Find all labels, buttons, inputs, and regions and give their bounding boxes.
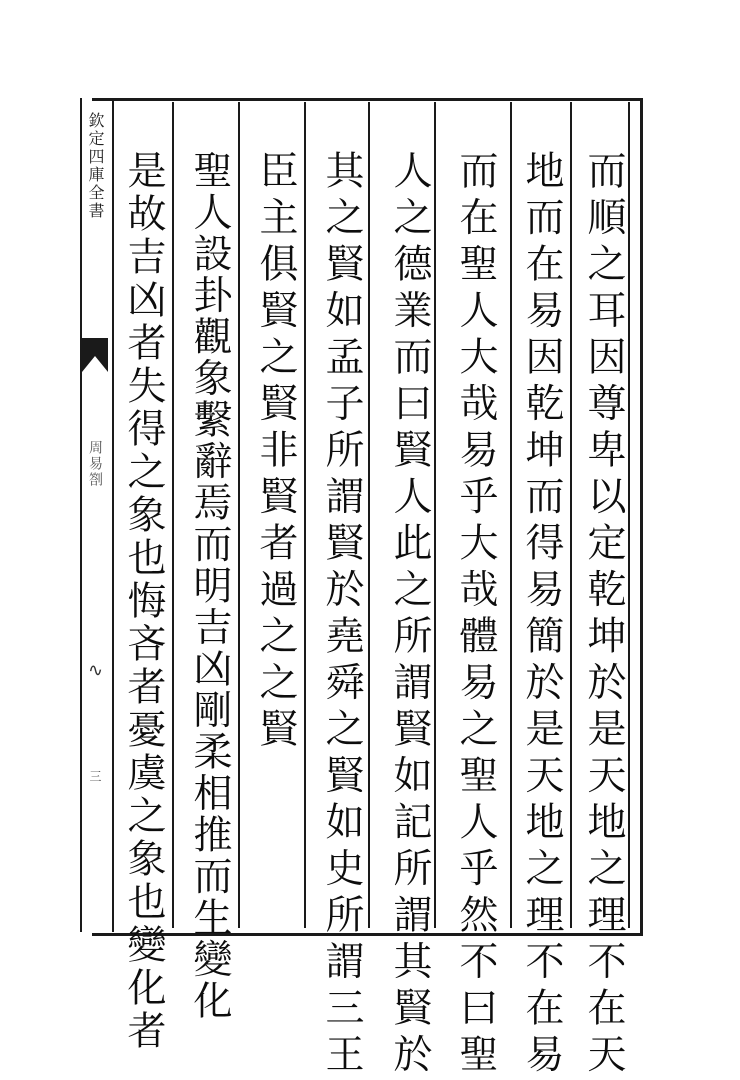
fishtail-notch xyxy=(82,356,108,372)
margin-subtitle: 周易劄 xyxy=(87,440,103,488)
column-rule xyxy=(238,102,240,928)
text-column-6: 臣主俱賢之賢非賢者過之之賢 xyxy=(253,150,298,755)
frame-inner-rule xyxy=(628,102,630,928)
margin-book-title: 欽定四庫全書 xyxy=(86,112,105,220)
text-column-4: 人之德業而曰賢人此之所謂賢如記所謂其賢於 xyxy=(387,150,432,1080)
wave-mark-icon: ∿ xyxy=(88,660,104,681)
column-rule xyxy=(368,102,370,928)
column-rule xyxy=(434,102,436,928)
column-rule xyxy=(510,102,512,928)
margin-page-number: 三 xyxy=(88,770,102,784)
margin-strip xyxy=(80,98,114,932)
text-column-8: 是故吉凶者失得之象也悔吝者憂虞之象也變化者 xyxy=(121,150,166,1053)
text-column-7: 聖人設卦觀象繫辭焉而明吉凶剛柔相推而生變化 xyxy=(187,150,232,1022)
text-column-1: 而順之耳因尊卑以定乾坤於是天地之理不在天 xyxy=(581,150,626,1080)
text-column-3: 而在聖人大哉易乎大哉體易之聖人乎然不曰聖 xyxy=(453,150,498,1080)
column-rule xyxy=(570,102,572,928)
column-rule xyxy=(172,102,174,928)
text-column-5: 其之賢如孟子所謂賢於堯舜之賢如史所謂三王 xyxy=(319,150,364,1080)
column-rule xyxy=(304,102,306,928)
text-column-2: 地而在易因乾坤而得易簡於是天地之理不在易 xyxy=(519,150,564,1080)
